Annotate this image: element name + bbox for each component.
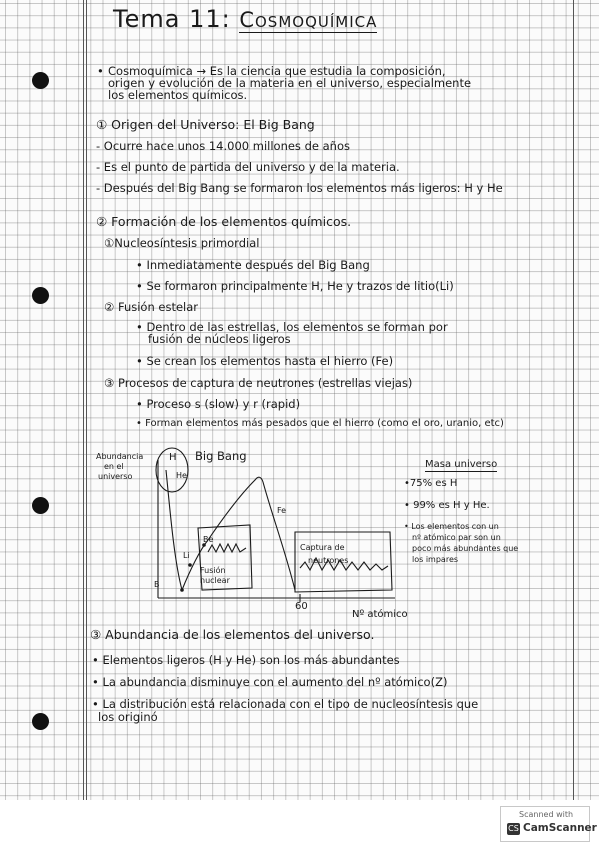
- mass-note: • Los elementos con un: [404, 522, 499, 531]
- subsection-heading: ③ Procesos de captura de neutrones (estrellas viejas): [104, 376, 413, 390]
- y-axis-label: Abundancia: [96, 452, 144, 461]
- list-item: • Dentro de las estrellas, los elementos se forman por: [136, 320, 448, 334]
- mass-note: poco más abundantes que: [412, 544, 519, 553]
- label-he: He: [176, 471, 187, 480]
- y-axis-label: universo: [98, 472, 133, 481]
- binder-hole: [32, 713, 49, 730]
- label-b: B: [154, 580, 160, 589]
- list-item: • Se formaron principalmente H, He y trazos de litio(Li): [136, 279, 454, 293]
- binder-hole: [32, 497, 49, 514]
- subsection-heading: ② Fusión estelar: [104, 300, 199, 314]
- mass-note: nº atómico par son un: [412, 533, 501, 542]
- list-item: los originó: [98, 710, 158, 724]
- binder-hole: [32, 72, 49, 89]
- mass-item: •75% es H: [404, 478, 458, 489]
- intro-bullet: •: [97, 64, 104, 78]
- title-subject: Cosmoquímica: [239, 8, 378, 32]
- abundance-curve: [166, 470, 295, 590]
- point-b: [180, 588, 184, 592]
- left-margin-line-inner: [86, 0, 87, 800]
- label-h: H: [169, 452, 177, 463]
- mass-note: los impares: [412, 555, 459, 564]
- label-li: Li: [183, 551, 190, 560]
- binder-hole: [32, 287, 49, 304]
- label-big-bang: Big Bang: [195, 449, 247, 463]
- list-item: • Elementos ligeros (H y He) son los más abundantes: [92, 653, 400, 667]
- left-margin-line: [83, 0, 84, 800]
- watermark-brand: CamScanner: [523, 822, 597, 834]
- list-item: - Es el punto de partida del universo y de la materia.: [96, 160, 400, 174]
- list-item: • La distribución está relacionada con el tipo de nucleosíntesis que: [92, 697, 479, 711]
- camscanner-logo-icon: CS: [508, 824, 519, 833]
- section-heading: ① Origen del Universo: El Big Bang: [96, 117, 315, 132]
- list-item: fusión de núcleos ligeros: [148, 332, 291, 346]
- right-margin-line: [573, 0, 574, 800]
- section-heading: ② Formación de los elementos químicos.: [96, 214, 352, 229]
- watermark-caption: Scanned with: [519, 810, 574, 819]
- list-item: - Ocurre hace unos 14.000 millones de años: [96, 139, 350, 153]
- list-item: • Inmediatamente después del Big Bang: [136, 258, 370, 272]
- list-item: • Forman elementos más pesados que el hierro (como el oro, uranio, etc): [136, 418, 504, 429]
- label-fusion: Fusión: [200, 566, 226, 575]
- intro-line: los elementos químicos.: [108, 88, 248, 102]
- label-fe: Fe: [277, 506, 287, 515]
- label-captura: Captura de: [300, 543, 345, 552]
- list-item: • Proceso s (slow) y r (rapid): [136, 397, 301, 411]
- title-topic: Tema 11:: [113, 5, 240, 33]
- intro-line: origen y evolución de la materia en el universo, especialmente: [108, 76, 472, 90]
- list-item: • La abundancia disminuye con el aumento del nº atómico(Z): [92, 675, 448, 689]
- mass-heading: Masa universo: [425, 459, 498, 470]
- x-axis-label: Nº atómico: [352, 609, 408, 620]
- page-title: [113, 5, 377, 33]
- y-axis-label: en el: [104, 462, 124, 471]
- scanner-watermark: [500, 806, 597, 842]
- section-heading: ③ Abundancia de los elementos del universo.: [90, 627, 375, 642]
- label-be: Be: [203, 535, 214, 544]
- fusion-zigzag: [208, 544, 246, 552]
- label-captura: neutrones: [308, 556, 349, 565]
- abundance-diagram: [90, 440, 410, 620]
- mass-item: • 99% es H y He.: [404, 500, 490, 511]
- point-li: [188, 563, 192, 567]
- intro-line: Cosmoquímica → Es la ciencia que estudia la composición,: [108, 64, 446, 78]
- tick-label-60: 60: [295, 601, 308, 612]
- subsection-heading: ①Nucleosíntesis primordial: [104, 236, 260, 250]
- list-item: • Se crean los elementos hasta el hierro (Fe): [136, 354, 394, 368]
- label-fusion: nuclear: [200, 576, 230, 585]
- list-item: - Después del Big Bang se formaron los elementos más ligeros: H y He: [96, 181, 503, 195]
